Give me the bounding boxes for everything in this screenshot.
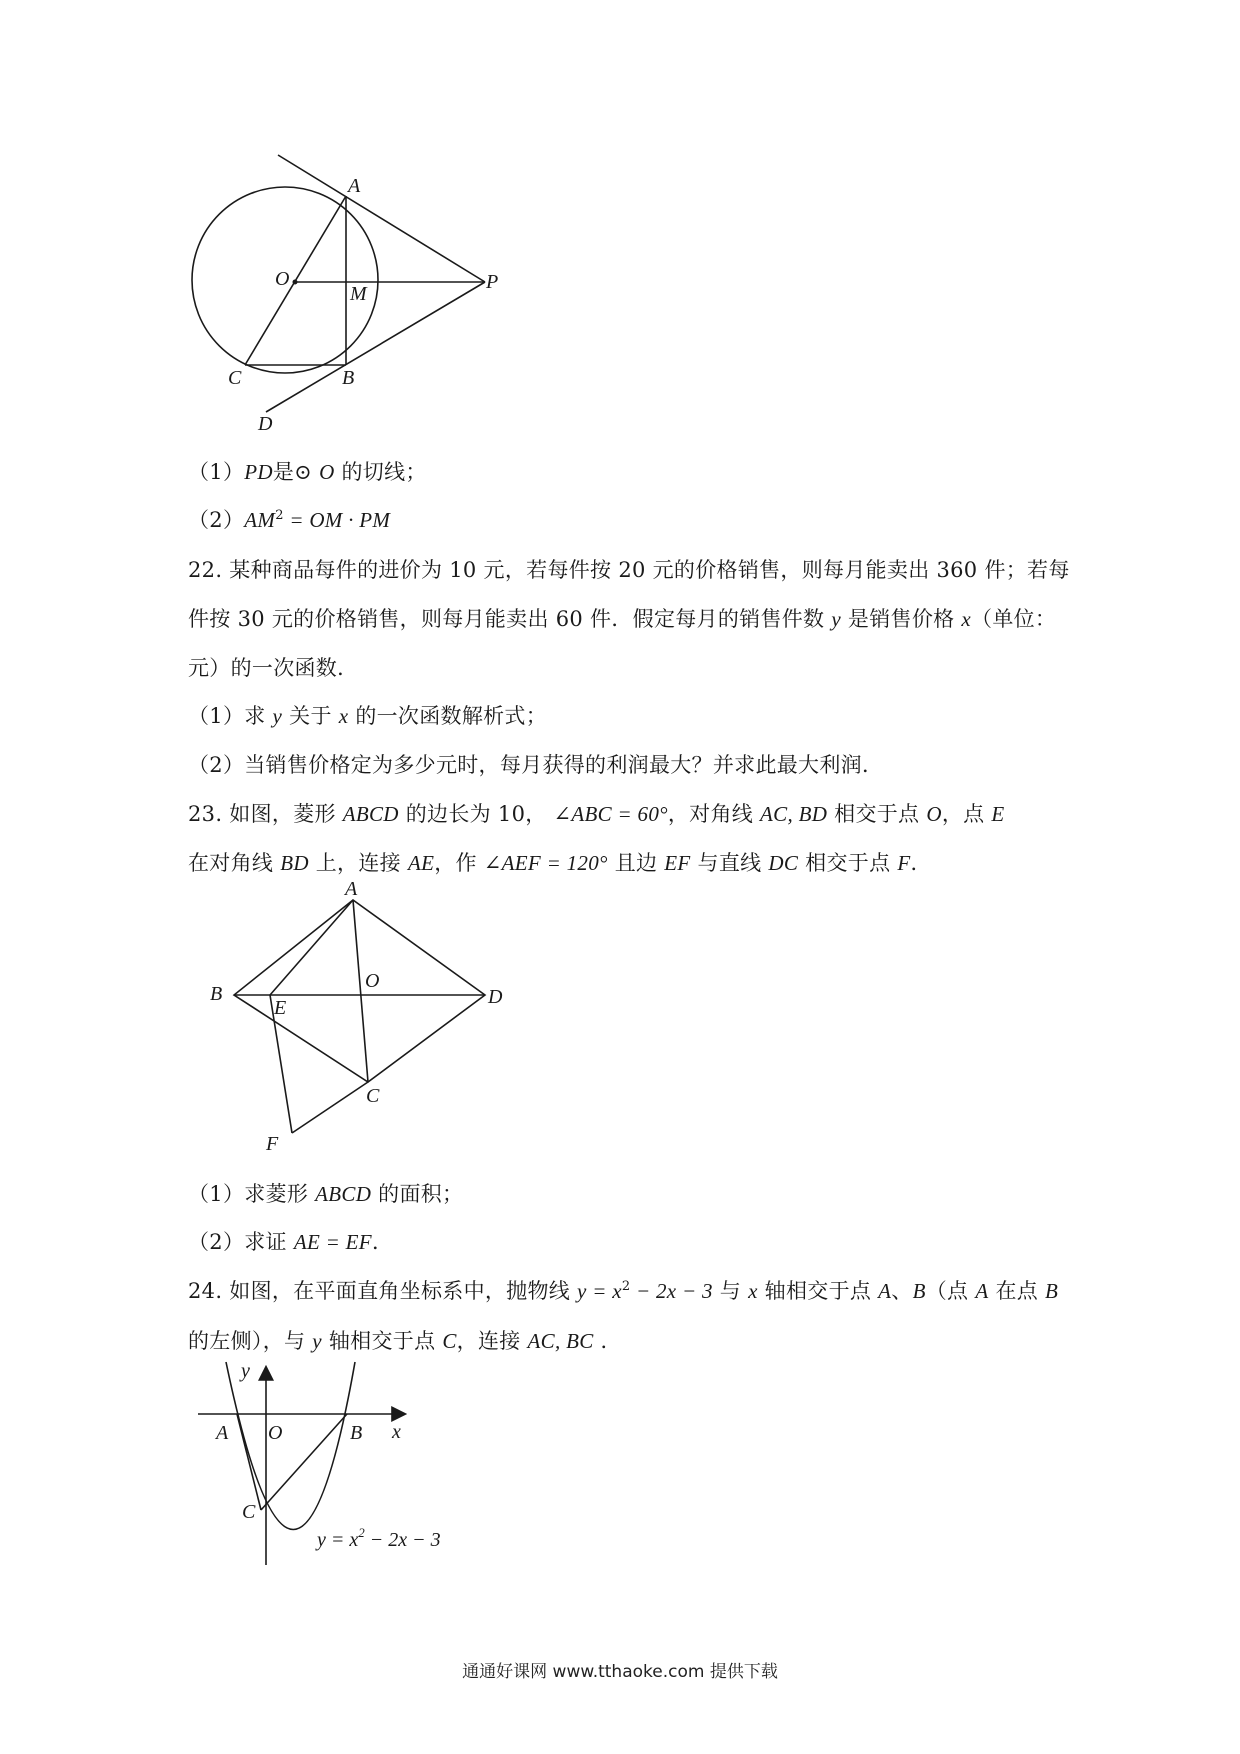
q23-sub1-b: 的面积；: [371, 1182, 464, 1206]
q24-line1-a: 24. 如图，在平面直角坐标系中，抛物线: [188, 1279, 578, 1303]
q24-line2-acbc: AC, BC: [527, 1329, 594, 1353]
q21-part1: [188, 456, 427, 486]
label-p: P: [486, 271, 499, 293]
label-a: A: [216, 1422, 229, 1444]
q23-sub1-abcd: ABCD: [315, 1182, 372, 1206]
q23-line1-abcd: ABCD: [342, 802, 399, 826]
q23-line1: [188, 798, 1005, 828]
curve-label-b: − 2x − 3: [364, 1529, 441, 1551]
q21-part1-mid: 是: [272, 460, 295, 484]
q23-sub2-a: （2）求证: [188, 1230, 294, 1254]
q22-line1: 22. 某种商品每件的进价为 10 元，若每件按 20 元的价格销售，则每月能卖出 360 件；若每: [188, 558, 1070, 582]
q23-sub2: [188, 1226, 393, 1256]
q21-part1-pd: PD: [244, 460, 273, 484]
q24-line1-f: 在点: [988, 1279, 1046, 1303]
q23-line1-o: O: [926, 802, 942, 826]
label-d: D: [258, 413, 273, 435]
q23-line1-a: 23. 如图，菱形: [188, 802, 343, 826]
q23-line2-a: 在对角线: [188, 851, 281, 875]
label-a: A: [345, 878, 358, 900]
q23-line2-d: 且边: [607, 851, 665, 875]
q21-part2-rhs: = OM · PM: [283, 508, 391, 532]
q24-line1: [188, 1275, 1058, 1305]
figure-rhombus: [200, 870, 530, 1160]
q24-line1-x: x: [748, 1279, 758, 1303]
q24-line1-a-point-2: A: [975, 1279, 989, 1303]
q22-sub1-a: （1）求: [188, 704, 273, 728]
label-b: B: [350, 1422, 363, 1444]
q23-line2-e: 与直线: [690, 851, 769, 875]
figure-circle-tangent: [180, 140, 520, 440]
q21-part2-sup: 2: [275, 508, 284, 523]
q22-line2-a: 件按 30 元的价格销售，则每月能卖出 60 件．假定每月的销售件数: [188, 607, 832, 631]
q22-line2-b: 是销售价格: [840, 607, 962, 631]
q24-line2-c-point: C: [442, 1329, 457, 1353]
q24-line2-d: ．: [593, 1329, 622, 1353]
label-f: F: [266, 1133, 279, 1155]
label-m: M: [350, 283, 367, 305]
figure-parabola: [190, 1355, 490, 1570]
q23-line1-b: 的边长为 10，: [398, 802, 554, 826]
label-c: C: [366, 1085, 380, 1107]
axis-label-y: y: [241, 1360, 250, 1382]
q24-line1-eq-b: − 2x − 3: [630, 1279, 713, 1303]
q21-part1-o: O: [319, 460, 335, 484]
label-a: A: [348, 175, 361, 197]
axis-label-x: x: [392, 1421, 401, 1443]
q23-line2-b: 上，连接: [308, 851, 408, 875]
q22-sub1-y: y: [272, 704, 283, 728]
q23-sub2-b: ．: [371, 1230, 394, 1254]
q22-line3: 元）的一次函数．: [188, 656, 359, 680]
curve-label-a: y = x: [317, 1529, 359, 1551]
q22-sub1: [188, 700, 547, 730]
label-e: E: [274, 997, 287, 1019]
q23-line2-ae: AE: [407, 851, 435, 875]
q23-line2-f: 相交于点: [798, 851, 898, 875]
page-footer: 通通好课网 www.tthaoke.com 提供下载: [462, 1662, 778, 1682]
q23-line2-bd: BD: [280, 851, 309, 875]
q24-line1-e: （点: [925, 1279, 976, 1303]
q22-sub1-b: 关于: [282, 704, 339, 728]
q24-line2-y: y: [312, 1329, 322, 1353]
tangent-line-pa: [278, 155, 485, 282]
q24-line1-a-point: A: [878, 1279, 892, 1303]
q23-line2-ef: EF: [664, 851, 691, 875]
q21-part2-prefix: （2）: [188, 508, 245, 532]
q22-sub1-c: 的一次函数解析式；: [348, 704, 548, 728]
q24-line2-a: 的左侧），与: [188, 1329, 313, 1353]
segment-ae: [270, 900, 353, 995]
q23-sub1-a: （1）求菱形: [188, 1182, 316, 1206]
q23-line2-c: ，作: [434, 851, 484, 875]
label-o: O: [275, 268, 290, 290]
q23-line1-c: ，对角线: [667, 802, 761, 826]
q24-line2-b: 轴相交于点: [321, 1329, 443, 1353]
q22-sub1-x: x: [338, 704, 349, 728]
curve-label-sup: 2: [358, 1525, 365, 1540]
rhombus-abcd: [234, 900, 485, 1082]
q24-line1-b-point: B: [912, 1279, 926, 1303]
q23-sub2-eq: AE = EF: [293, 1230, 372, 1254]
q21-part2: [188, 504, 390, 534]
q24-line1-b: 与: [712, 1279, 749, 1303]
segment-cf: [292, 1082, 368, 1133]
q24-line1-d: 、: [891, 1279, 913, 1303]
label-c: C: [228, 367, 242, 389]
q24-line1-c: 轴相交于点: [757, 1279, 879, 1303]
segment-ac: [237, 1414, 261, 1510]
curve-label: [315, 1525, 441, 1551]
q22-line2: [188, 603, 1056, 633]
q24-line1-sup: 2: [621, 1279, 631, 1294]
q23-line1-d: 相交于点: [827, 802, 927, 826]
q23-line2-point-f: F: [897, 851, 911, 875]
label-b: B: [210, 983, 223, 1005]
label-c: C: [242, 1501, 256, 1523]
q23-line2-angle: ∠AEF = 120°: [483, 851, 608, 875]
center-point-o: [293, 280, 298, 285]
q22-sub2: （2）当销售价格定为多少元时，每月获得的利润最大？并求此最大利润．: [188, 753, 884, 777]
q23-sub1: [188, 1178, 463, 1208]
q24-line1-b-point-2: B: [1045, 1279, 1059, 1303]
q24-line2: [188, 1325, 622, 1355]
label-o: O: [365, 970, 380, 992]
q22-line2-y: y: [831, 607, 841, 631]
q23-line1-point-e: E: [991, 802, 1005, 826]
q24-line2-c: ，连接: [456, 1329, 528, 1353]
q24-line1-eq-a: y = x: [577, 1279, 622, 1303]
q23-line2-g: ．: [910, 851, 932, 875]
q22-line2-c: （单位：: [971, 607, 1057, 631]
label-d: D: [488, 986, 503, 1008]
q21-part1-suffix: 的切线；: [334, 460, 427, 484]
q23-line1-angle: ∠ABC = 60°: [553, 802, 668, 826]
q23-line1-acbd: AC, BD: [760, 802, 828, 826]
circle-symbol: ⊙: [294, 460, 313, 484]
label-o: O: [268, 1422, 283, 1444]
label-b: B: [342, 367, 355, 389]
q22-line2-x: x: [961, 607, 972, 631]
q23-line2-dc: DC: [768, 851, 799, 875]
q21-part2-am: AM: [244, 508, 276, 532]
q21-part1-prefix: （1）: [188, 460, 245, 484]
q23-line1-e: ，点: [941, 802, 992, 826]
